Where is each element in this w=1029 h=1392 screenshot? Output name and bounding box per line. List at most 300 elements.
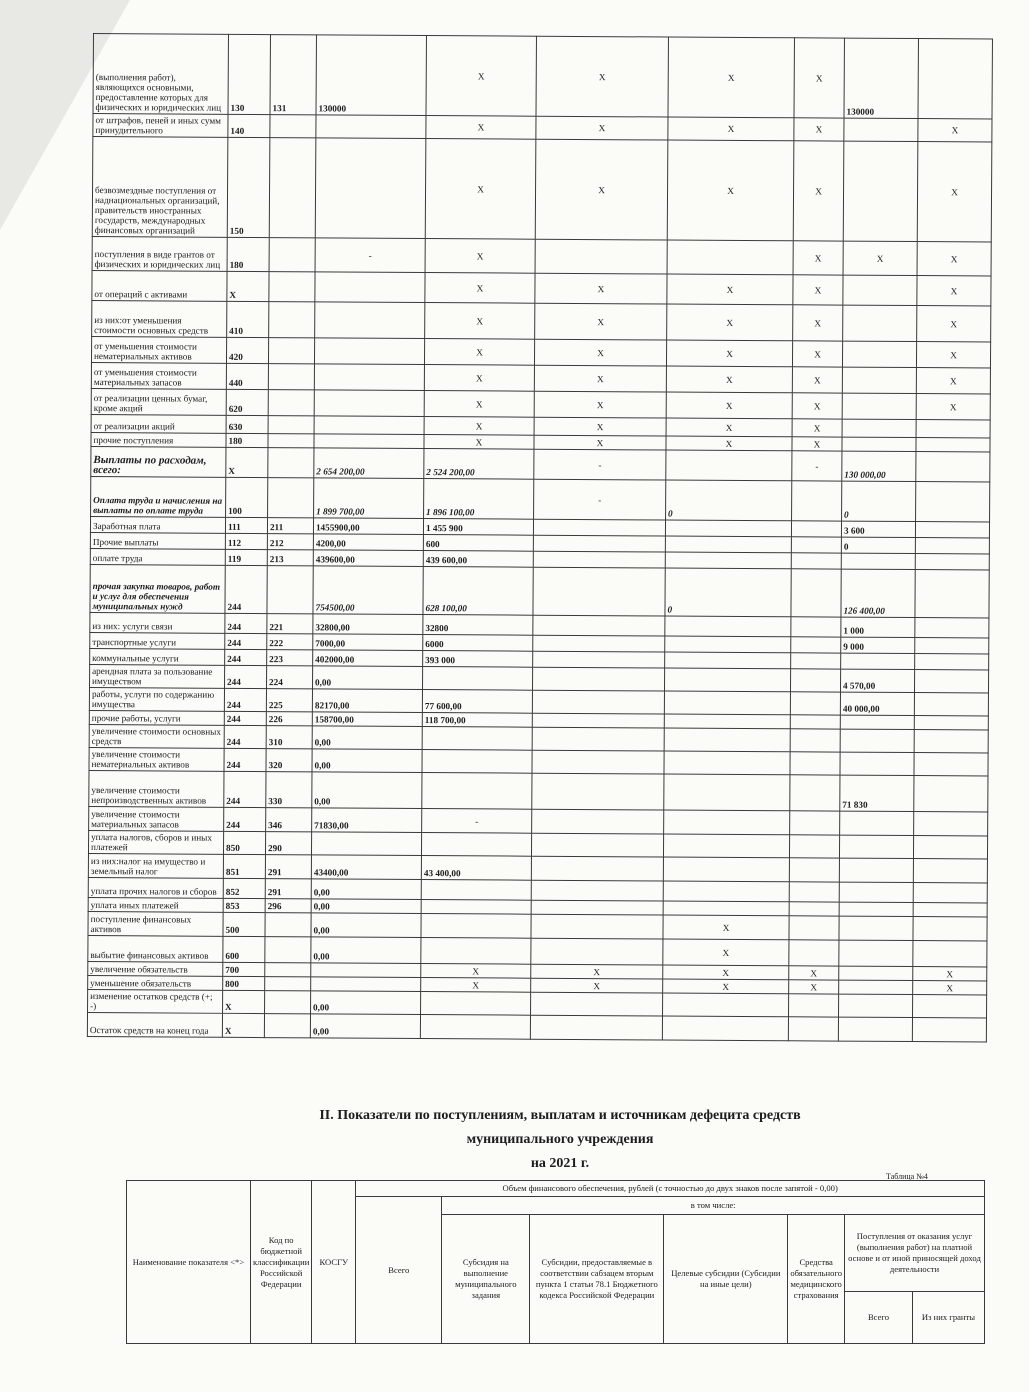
row-kosgu (267, 566, 313, 614)
row-target-subsidy: X (666, 366, 792, 393)
row-subsidy-78 (531, 833, 663, 857)
row-paid-grants (913, 941, 987, 967)
row-kosgu (269, 302, 315, 338)
row-paid-total (842, 367, 916, 393)
row-subsidy-78: - (534, 479, 666, 520)
paid-income-header: Поступления от оказания услуг (выполнения работ) на платной основе и от иной приносящей доход деятельности (845, 1214, 985, 1292)
row-subsidy-78 (533, 519, 665, 536)
row-subsidy-task: 32800 (423, 615, 533, 636)
row-oms (789, 858, 839, 882)
row-code: 700 (223, 962, 265, 976)
row-target-subsidy (663, 857, 789, 882)
row-paid-grants: X (913, 981, 987, 995)
row-subsidy-task (422, 750, 532, 774)
row-code: 440 (226, 363, 268, 389)
row-subsidy-task: X (425, 303, 535, 340)
subsidy-task-header: Субсидия на выполнение муниципального задания (442, 1214, 530, 1344)
row-name: поступления в виде грантов от физических и юридических лиц (92, 236, 227, 271)
row-target-subsidy: X (666, 392, 792, 419)
row-subsidy-task (422, 667, 532, 691)
row-name: Остаток средств на конец года (87, 1012, 222, 1037)
row-code: 420 (226, 337, 268, 363)
row-code: X (227, 271, 269, 301)
row-kosgu (268, 478, 314, 518)
row-code: X (223, 990, 265, 1013)
row-total: 0,00 (312, 666, 422, 690)
row-total: 0,00 (312, 726, 422, 750)
row-name: Прочие выплаты (90, 532, 225, 549)
row-code: 244 (224, 725, 266, 748)
row-subsidy-task (421, 900, 531, 915)
row-total: 71830,00 (312, 808, 422, 833)
row-paid-total (844, 118, 918, 141)
row-subsidy-task: 6000 (423, 635, 533, 652)
row-name: из них:от уменьшения стоимости основных средств (92, 300, 227, 337)
row-total: 0,00 (311, 899, 421, 914)
row-subsidy-78: X (535, 139, 668, 240)
row-paid-grants (914, 753, 988, 776)
row-subsidy-task: X (425, 273, 535, 304)
row-paid-total: 1 000 (841, 617, 915, 637)
row-total (311, 832, 421, 856)
row-subsidy-78 (532, 809, 664, 834)
row-code: 244 (224, 807, 266, 831)
row-paid-total (839, 835, 913, 858)
row-target-subsidy: X (663, 965, 789, 980)
row-target-subsidy: X (668, 117, 794, 141)
row-name: от штрафов, пеней и иных сумм принудительного (93, 114, 228, 138)
row-kosgu (268, 434, 314, 448)
row-total: 130000 (316, 35, 426, 116)
row-target-subsidy (665, 652, 791, 669)
row-kosgu (265, 991, 311, 1014)
row-subsidy-task: X (421, 964, 531, 979)
row-paid-grants: X (916, 342, 990, 368)
row-paid-grants (915, 554, 989, 570)
row-name: уплата иных платежей (88, 897, 223, 912)
row-subsidy-78 (531, 938, 663, 965)
row-oms (788, 1017, 838, 1041)
row-oms: X (792, 393, 842, 419)
row-subsidy-task: X (424, 391, 534, 418)
row-target-subsidy (662, 1016, 788, 1041)
row-subsidy-task: X (421, 978, 531, 993)
row-oms (790, 715, 840, 729)
row-target-subsidy (664, 668, 790, 692)
row-subsidy-78 (531, 914, 663, 939)
row-kosgu: 346 (266, 808, 312, 832)
row-name: поступление финансовых активов (88, 911, 223, 936)
row-code: 244 (224, 771, 266, 807)
row-subsidy-task (421, 833, 531, 857)
row-code: 119 (225, 549, 267, 565)
row-name: уплата прочих налогов и сборов (88, 877, 223, 898)
row-subsidy-78: X (531, 978, 663, 993)
row-code: 851 (223, 854, 265, 878)
row-paid-grants (915, 618, 989, 638)
row-paid-grants (916, 420, 990, 438)
row-kosgu: 225 (266, 689, 312, 712)
row-paid-total: 3 600 (841, 521, 915, 537)
row-code: 244 (224, 665, 266, 688)
oms-header: Средства обязательного медицинского страхования (788, 1214, 845, 1344)
row-target-subsidy (664, 774, 790, 811)
row-name: увеличение обязательств (88, 961, 223, 976)
row-subsidy-task: 1 896 100,00 (424, 479, 534, 520)
row-total: 0,00 (312, 772, 422, 809)
row-subsidy-78 (532, 690, 664, 714)
row-code: 244 (225, 633, 267, 649)
row-subsidy-task: 600 (423, 535, 533, 552)
row-subsidy-task: 439 600,00 (423, 551, 533, 568)
row-paid-grants (914, 716, 988, 730)
row-subsidy-78 (532, 750, 664, 774)
row-paid-grants (916, 482, 990, 522)
row-kosgu (270, 115, 316, 138)
row-paid-grants: X (917, 306, 991, 342)
row-name: работы, услуги по содержанию имущества (89, 687, 224, 711)
row-name: уменьшение обязательств (88, 975, 223, 990)
row-name: уплата налогов, сборов и иных платежей (88, 830, 223, 854)
row-subsidy-task: 2 524 200,00 (424, 449, 534, 480)
row-oms (790, 752, 840, 775)
row-kosgu: 291 (265, 879, 311, 899)
row-target-subsidy (665, 552, 791, 569)
row-code: 410 (227, 301, 269, 337)
row-code: 852 (223, 878, 265, 898)
row-kosgu: 310 (266, 726, 312, 749)
row-paid-total (843, 275, 917, 305)
row-target-subsidy: X (663, 979, 789, 994)
row-target-subsidy: 0 (666, 480, 792, 521)
row-paid-grants (914, 670, 988, 693)
row-name: от уменьшения стоимости материальных запасов (91, 362, 226, 389)
row-oms: - (792, 451, 842, 481)
row-target-subsidy (665, 616, 791, 637)
row-oms: X (793, 305, 843, 341)
row-subsidy-task (421, 938, 531, 965)
row-name: оплате труда (90, 548, 225, 565)
row-subsidy-78: X (534, 435, 666, 450)
row-paid-grants (913, 995, 987, 1018)
row-code: 500 (223, 912, 265, 936)
row-paid-grants: X (917, 242, 991, 276)
row-code: 853 (223, 898, 265, 912)
row-paid-total (840, 752, 914, 775)
row-oms (789, 882, 839, 902)
row-oms: X (793, 275, 843, 305)
row-code: 620 (226, 389, 268, 415)
row-subsidy-78 (532, 713, 664, 728)
row-kosgu (265, 937, 311, 963)
row-subsidy-task: X (425, 239, 535, 274)
row-paid-grants (913, 859, 987, 883)
row-name: от реализации ценных бумаг, кроме акций (91, 388, 226, 415)
row-kosgu: 330 (266, 772, 312, 808)
row-name: от операций с активами (92, 270, 227, 301)
row-target-subsidy (665, 536, 791, 553)
row-name: увеличение стоимости непроизводственных активов (89, 770, 224, 807)
row-subsidy-78 (533, 551, 665, 568)
row-total (315, 138, 426, 239)
row-code: 600 (223, 936, 265, 962)
table-row (87, 1012, 986, 1041)
row-paid-total: 9 000 (841, 637, 915, 653)
row-paid-grants: X (917, 276, 991, 306)
row-kosgu: 212 (267, 534, 313, 550)
row-subsidy-task: X (425, 139, 536, 240)
row-subsidy-78: X (534, 339, 666, 366)
row-target-subsidy (664, 751, 790, 775)
row-paid-grants: X (916, 394, 990, 420)
row-name: выбытие финансовых активов (88, 935, 223, 962)
row-subsidy-78 (530, 1015, 662, 1040)
row-subsidy-78: X (535, 303, 667, 340)
row-name: увеличение стоимости основных средств (89, 724, 224, 748)
row-code: 244 (224, 748, 266, 771)
row-total: 2 654 200,00 (314, 448, 424, 479)
row-paid-total (838, 1017, 912, 1041)
row-subsidy-78 (533, 535, 665, 552)
row-subsidy-task (421, 992, 531, 1016)
row-subsidy-task: 628 100,00 (423, 567, 533, 616)
row-total: 439600,00 (313, 550, 423, 567)
row-subsidy-78 (533, 567, 665, 616)
row-subsidy-78 (533, 615, 665, 636)
row-paid-total (839, 966, 913, 980)
row-oms (791, 637, 841, 653)
row-subsidy-task: 118 700,00 (422, 713, 532, 728)
row-subsidy-task: 1 455 900 (423, 519, 533, 536)
table-row (91, 476, 990, 521)
row-paid-total (840, 715, 914, 729)
row-paid-grants: X (918, 119, 992, 142)
row-oms: X (794, 38, 844, 118)
row-total (316, 115, 426, 139)
row-paid-grants (912, 1018, 986, 1042)
row-total (314, 364, 424, 391)
row-subsidy-task: X (426, 116, 536, 140)
row-oms (791, 553, 841, 569)
row-target-subsidy (665, 520, 791, 537)
row-oms: X (792, 367, 842, 393)
row-kosgu (268, 338, 314, 364)
row-paid-total: 40 000,00 (840, 692, 914, 715)
row-name: прочие поступления (91, 432, 226, 447)
row-total: 0,00 (311, 937, 421, 964)
row-total (314, 390, 424, 417)
row-kosgu (265, 977, 311, 991)
row-subsidy-task: X (424, 339, 534, 366)
row-oms (791, 537, 841, 553)
including-header: в том числе: (442, 1197, 985, 1215)
row-subsidy-task: X (424, 435, 534, 450)
row-total (314, 416, 424, 435)
row-total (311, 963, 421, 978)
row-paid-total (839, 858, 913, 882)
row-name: транспортные услуги (90, 632, 225, 649)
row-name: Выплаты по расходам, всего: (91, 446, 226, 477)
row-target-subsidy: X (667, 140, 794, 241)
row-target-subsidy (664, 714, 790, 729)
row-kosgu (269, 238, 315, 272)
table-row (92, 300, 991, 341)
name-header: Наименование показателя <*> (127, 1181, 251, 1344)
row-subsidy-78: X (534, 391, 666, 418)
row-subsidy-78: X (531, 964, 663, 979)
row-oms (792, 481, 842, 521)
row-subsidy-task (421, 880, 531, 901)
section-title-line3: на 2021 г. (530, 1156, 590, 1171)
row-code: 112 (225, 533, 267, 549)
row-kosgu (268, 448, 314, 478)
row-subsidy-task (420, 1015, 530, 1040)
row-subsidy-task: 393 000 (423, 651, 533, 668)
row-name: безвозмездные поступления от наднациональных организаций, правительств иностранных государств, международных финансовых организаций (92, 137, 228, 238)
row-target-subsidy: X (667, 274, 793, 305)
row-paid-grants (916, 438, 990, 452)
row-target-subsidy (667, 240, 793, 275)
indicators-header-table (126, 1180, 985, 1344)
table-row (93, 34, 992, 119)
row-subsidy-78 (531, 880, 663, 901)
row-kosgu: 222 (267, 634, 313, 650)
row-paid-grants: X (913, 967, 987, 981)
row-oms (789, 916, 839, 940)
section-title (280, 1104, 840, 1176)
row-total: 754500,00 (313, 566, 423, 615)
row-name: из них: услуги связи (90, 612, 225, 633)
row-paid-total: 4 570,00 (840, 669, 914, 692)
row-name: изменение остатков средств (+; -) (88, 989, 223, 1013)
row-oms: X (789, 966, 839, 980)
row-kosgu (265, 963, 311, 977)
row-total (314, 338, 424, 365)
row-total: - (315, 238, 425, 273)
row-name: прочие работы, услуги (89, 710, 224, 725)
row-target-subsidy (665, 636, 791, 653)
row-oms (789, 994, 839, 1017)
row-kosgu (268, 390, 314, 416)
row-kosgu: 224 (266, 666, 312, 689)
row-total (315, 302, 425, 339)
row-total: 82170,00 (312, 689, 422, 713)
row-subsidy-78 (535, 239, 667, 274)
row-code: 630 (226, 415, 268, 433)
row-subsidy-78 (532, 727, 664, 751)
row-kosgu: 221 (267, 614, 313, 634)
row-paid-grants (914, 730, 988, 753)
row-paid-total (840, 729, 914, 752)
row-oms (791, 569, 841, 617)
row-subsidy-78: X (536, 36, 668, 117)
row-subsidy-task: X (424, 365, 534, 392)
row-code: 130 (228, 34, 270, 114)
row-oms: X (792, 341, 842, 367)
row-code: 150 (227, 137, 270, 237)
row-total: 0,00 (312, 749, 422, 773)
row-oms: X (793, 141, 844, 241)
row-paid-grants: X (917, 142, 992, 242)
row-total: 43400,00 (311, 855, 421, 880)
row-total: 1455900,00 (313, 518, 423, 535)
row-code: 100 (226, 477, 268, 517)
row-target-subsidy (663, 881, 789, 902)
row-kosgu: 296 (265, 899, 311, 913)
row-oms (790, 692, 840, 715)
row-oms (790, 811, 840, 835)
row-target-subsidy: X (666, 418, 792, 437)
row-subsidy-78: X (536, 116, 668, 140)
row-target-subsidy (663, 834, 789, 858)
row-paid-total (839, 994, 913, 1017)
row-oms: X (794, 118, 844, 141)
row-paid-total: 0 (842, 481, 916, 521)
row-subsidy-task (422, 773, 532, 810)
row-paid-total (839, 902, 913, 916)
row-name: (выполнения работ), являющихся основными, предоставление которых для физических и юридических лиц (93, 34, 228, 115)
section-title-line1: II. Показатели по поступлениям, выплатам и источникам дефецита средств (319, 1108, 801, 1123)
row-subsidy-task (421, 914, 531, 939)
row-paid-total (841, 553, 915, 569)
row-subsidy-task: X (424, 417, 534, 436)
row-kosgu (269, 138, 316, 238)
row-paid-grants (914, 776, 988, 812)
row-total: 32800,00 (313, 614, 423, 635)
row-code: 244 (224, 688, 266, 711)
row-paid-total: 0 (841, 537, 915, 553)
row-total: 0,00 (311, 879, 421, 900)
row-paid-grants (913, 903, 987, 917)
row-total: 0,00 (310, 1014, 420, 1039)
row-code: 244 (225, 649, 267, 665)
row-total (315, 272, 425, 303)
row-total (314, 434, 424, 449)
row-paid-grants (915, 538, 989, 554)
row-paid-grants (913, 883, 987, 903)
row-paid-grants (914, 693, 988, 716)
row-subsidy-78: X (535, 273, 667, 304)
row-total: 4200,00 (313, 534, 423, 551)
row-paid-total (842, 341, 916, 367)
row-target-subsidy (663, 993, 789, 1017)
row-target-subsidy (664, 810, 790, 835)
row-paid-total: X (843, 241, 917, 275)
row-subsidy-78 (531, 856, 663, 881)
row-paid-total: 71 830 (840, 775, 914, 811)
row-target-subsidy (663, 901, 789, 916)
row-total: 0,00 (311, 991, 421, 1015)
row-paid-total (839, 980, 913, 994)
row-target-subsidy (666, 450, 792, 481)
row-subsidy-78 (533, 651, 665, 668)
row-oms (790, 729, 840, 752)
table-row (90, 564, 989, 617)
row-code: 850 (223, 831, 265, 854)
row-subsidy-task (422, 727, 532, 751)
row-kosgu: 290 (265, 832, 311, 855)
row-oms (790, 669, 840, 692)
table-row (89, 770, 988, 811)
row-paid-total (839, 940, 913, 966)
row-target-subsidy: 0 (665, 568, 791, 617)
row-name: увеличение стоимости нематериальных активов (89, 747, 224, 771)
row-subsidy-task: - (422, 809, 532, 834)
row-kosgu: 131 (270, 35, 316, 115)
row-target-subsidy: X (663, 939, 789, 966)
row-paid-grants (915, 570, 989, 618)
row-paid-grants (918, 39, 992, 119)
